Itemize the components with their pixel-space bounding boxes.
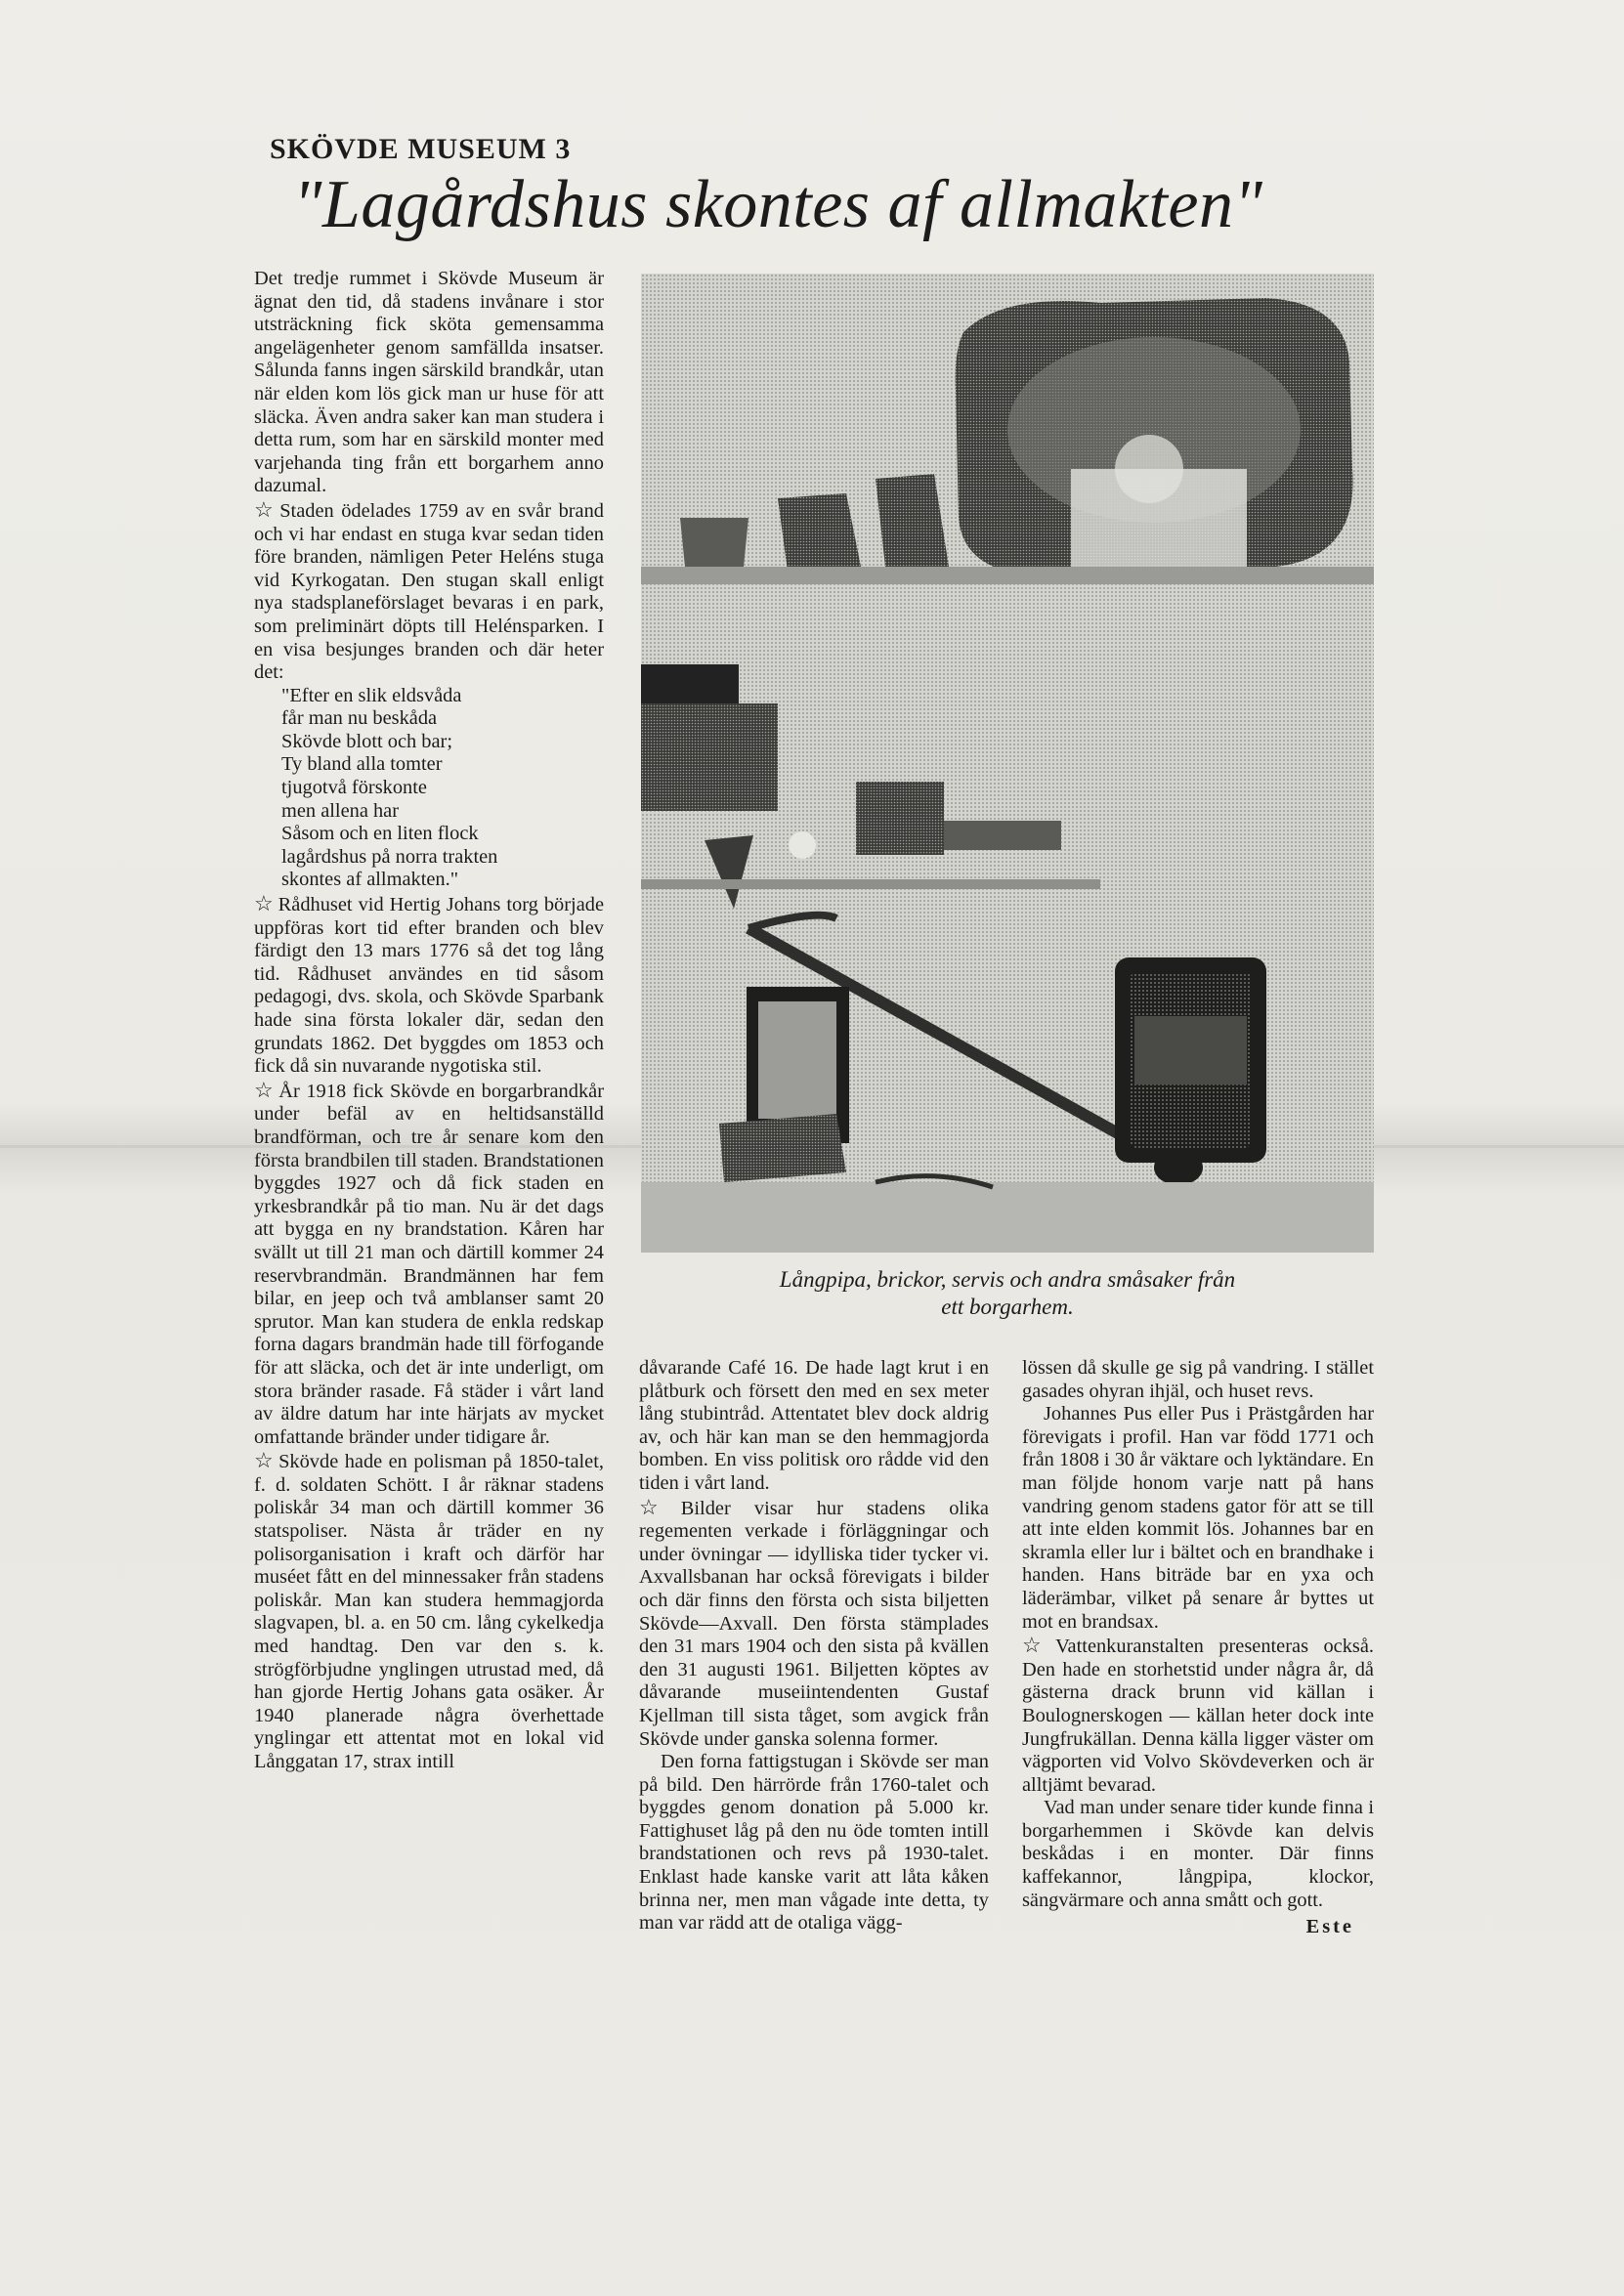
star-icon: ☆ <box>254 1077 276 1102</box>
caption-line-1: Långpipa, brickor, servis och andra småsaker från <box>779 1267 1236 1292</box>
poem-line: Såsom och en liten flock <box>281 823 479 845</box>
small-box <box>856 782 944 855</box>
paragraph: ☆ Vattenkuranstalten presenteras också. Den hade en storhetstid under några år, då gästerna drack brunn vid källan i Boulognerskogen — källan heter dock inte Jungfrukällan. Denna källa ligger väster om vägporten vid Volvo Skövdeverken och är alltjämt bevarad. <box>1022 1633 1374 1796</box>
poem-line: Skövde blott och bar; <box>281 730 452 752</box>
paragraph: ☆ Skövde hade en polisman på 1850-talet, f. d. soldaten Schött. I år räknar stadens poliskår 34 man och därtill kommer 36 statspoliser. Nästa år träder en ny polisorganisation i kraft och därför har muséet fått en del minnessaker från stadens poliskår. Man kan studera hemmagjorda slagvapen, bl. a. en 50 cm. lång cykelkedja med handtag. Den var den s. k. strögförbjudne ynglingen utrustad med, då han gjorde Hertig Johans gata osäker. År 1940 planerade några överhettade ynglingar ett attentat mot en lokal vid Långgatan 17, strax intill <box>254 1448 604 1772</box>
poem-line: skontes af allmakten." <box>281 869 459 891</box>
paragraph: Det tredje rummet i Skövde Museum är ägnat den tid, då stadens invånare i stor utsträckning fick sköta gemensamma angelägenheter genom samfällda insatser. Sålunda fanns ingen särskild brandkår, utan när elden kom lös gick man ur huse för att släcka. Även andra saker kan man studera i detta rum, som har en särskild monter med varjehanda ting från ett borgarhem anno dazumal. <box>254 268 604 497</box>
star-icon: ☆ <box>1022 1633 1052 1658</box>
signature: Este <box>1305 1916 1354 1938</box>
paragraph: ☆ År 1918 fick Skövde en borgarbrandkår under befäl av en heltidsanställd brandförman, och tre år senare kom den första brandbilen till staden. Brandstationen byggdes 1927 och då fick staden en yrkesbrandkår på tio man. Nu är det dags att bygga en ny brandstation. Kåren har svällt ut till 21 man och därtill kommer 24 reservbrandmän. Brandmännen har fem bilar, en jeep och två amblanser samt 20 sprutor. Man kan studera de enkla redskap forna dagars brandmän hade till förfogande för att släcka, och det är inte underligt, om stora bränder rasade. Få städer i vårt land av äldre datum har inte härjats av mycket omfattande bränder under tidigare år. <box>254 1077 604 1448</box>
paragraph: ☆ Rådhuset vid Hertig Johans torg började uppföras kort tid efter branden och blev färdigt den 13 mars 1776 så det tog lång tid. Rådhuset användes en tid såsom pedagogi, dvs. skola, och Skövde Sparbank hade sina första lokaler där, sedan den grundats 1862. Det byggdes om 1853 och fick då sin nuvarande nygotiska stil. <box>254 891 604 1078</box>
paragraph: Johannes Pus eller Pus i Prästgården har förevigats i profil. Han var född 1771 och från 1808 i 30 år väktare och lyktändare. En man följde honom varje natt på hans vandring genom stadens gator för att se till att inte elden kommit lös. Johannes bar en skramla eller lur i bältet och en brandhake i handen. Hans biträde bar en yxa och läderämbar, vilket på senare år byttes ut mot en brandsax. <box>1022 1403 1374 1633</box>
poem-line: men allena har <box>281 799 400 822</box>
star-icon: ☆ <box>254 891 275 916</box>
poem-line: tjugotvå förskonte <box>281 777 427 799</box>
poem <box>254 685 604 892</box>
paragraph: Den forna fattigstugan i Skövde ser man på bild. Den härrörde från 1760-talet och byggdes genom donation på 5.000 kr. Fattighuset låg på den nu öde tomten intill brandstationen och revs på 1930-talet. Enklast hade kanske varit att låta kåken brinna ner, men man vågade inte detta, ty man var rädd att de otaliga vägg- <box>639 1751 989 1935</box>
star-icon: ☆ <box>254 1448 276 1473</box>
cream-pitcher <box>778 493 861 572</box>
paragraph: lössen då skulle ge sig på vandring. I stället gasades ohyran ihjäl, och huset revs. <box>1022 1357 1374 1402</box>
poem-line: lagårdshus på norra trakten <box>281 845 498 868</box>
star-icon: ☆ <box>639 1494 677 1519</box>
photo-illustration <box>641 274 1374 1253</box>
paragraph: ☆ Staden ödelades 1759 av en svår brand och vi har endast en stuga kvar sedan tiden före branden, nämligen Peter Heléns stuga vid Kyrkogatan. Den stugan skall enligt nya stadsplaneförslaget bevaras i en park, som preliminärt döpts till Helénsparken. I en visa besjunges branden och där heter det: <box>254 496 604 684</box>
text-column-1 <box>254 268 604 2110</box>
paragraph: ☆ Bilder visar hur stadens olika regementen verkade i förläggningar och under övningar — idylliska tider tycker vi. Axvallsbanan har också förevigats i bilder och där finns den första och sista biljetten Skövde—Axvall. Den första stämplades den 31 mars 1904 och den sista på kvällen den 31 augusti 1961. Biljetten köptes av dåvarande museiintendenten Gustaf Kjellman till sista tåget, som avgick från Skövde under ganska solenna former. <box>639 1494 989 1750</box>
paragraph: dåvarande Café 16. De hade lagt krut i en plåtburk och försett den med en sex meter lång stubintråd. Attentatet blev dock aldrig av, och här kan man se den hemmagjorda bomben. En viss politisk oro rådde vid den tiden i vårt land. <box>639 1357 989 1494</box>
section-kicker: SKÖVDE MUSEUM 3 <box>270 133 572 165</box>
museum-photo <box>641 274 1374 1253</box>
paragraph: Vad man under senare tider kunde finna i borgarhemmen i Skövde kan delvis beskådas i en monter. Där finns kaffekannor, långpipa, klockor, sängvärmare och anna smått och gott. <box>1022 1797 1374 1911</box>
photo-caption <box>641 1266 1374 1321</box>
text-column-3 <box>1022 1357 1374 2100</box>
poem-line: Ty bland alla tomter <box>281 753 443 776</box>
headline: "Lagårdshus skontes af allmakten" <box>293 167 1263 242</box>
text-column-2 <box>639 1357 989 2109</box>
poem-line: får man nu beskåda <box>281 707 438 730</box>
wall-clock <box>641 703 778 811</box>
poem-line: "Efter en slik eldsvåda <box>281 684 462 706</box>
caption-line-2: ett borgarhem. <box>941 1295 1074 1319</box>
star-icon: ☆ <box>254 496 277 522</box>
